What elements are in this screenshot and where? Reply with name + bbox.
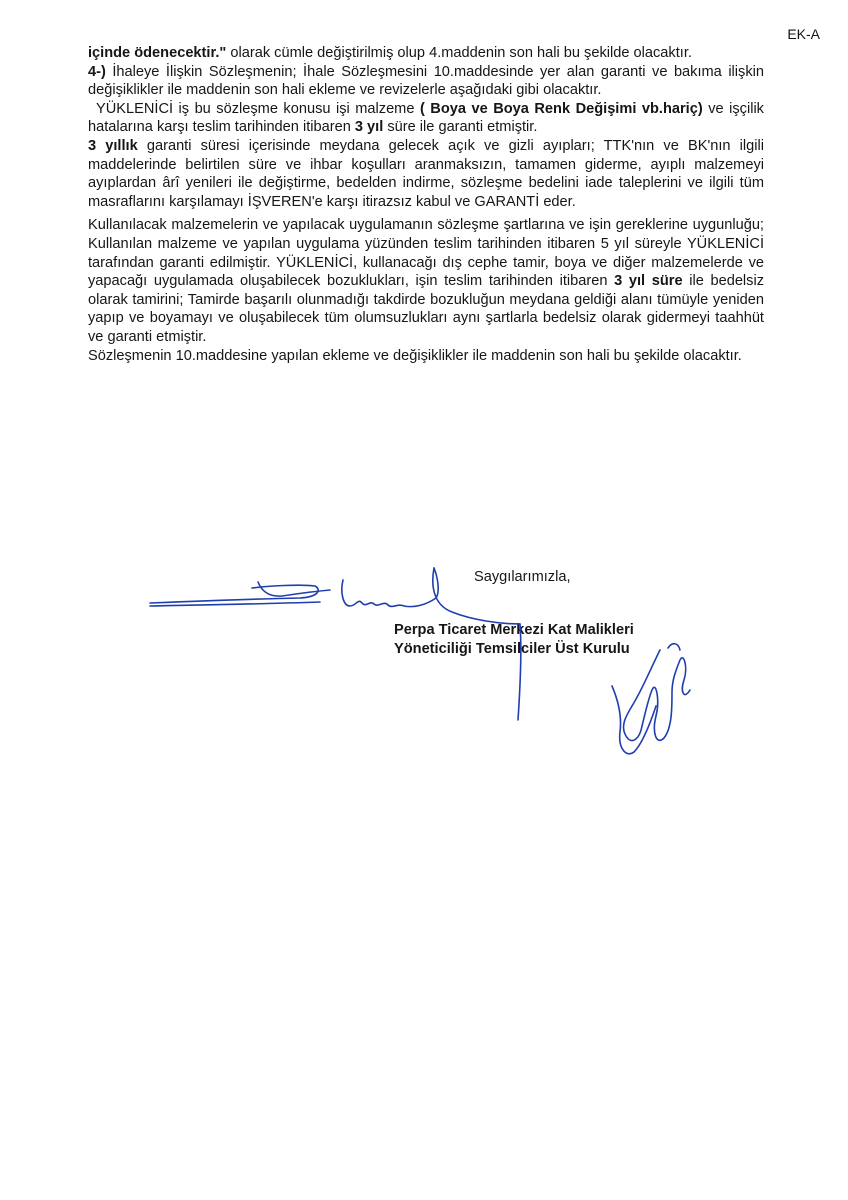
text-run: Sözleşmenin 10.maddesine yapılan ekleme ve değişiklikler ile maddenin son hali bu şekilde olacaktır. — [88, 347, 742, 364]
paragraph-3 — [88, 100, 764, 137]
signature-stroke-right — [612, 686, 656, 754]
annex-label: EK-A — [787, 26, 820, 42]
signature-stroke-right — [624, 650, 690, 741]
document-body — [88, 44, 764, 365]
paragraph-4 — [88, 137, 764, 211]
text-run: Kullanılacak malzemelerin ve yapılacak uygulamanın sözleşme şartlarına ve işin gereklerine uygunluğu; Kullanılan malzeme ve yapılan uygulama yüzünden teslim tarihinden itibaren 5 yıl süreyle YÜKLENİCİ tarafından garanti edilmiştir. YÜKLENİCİ, kullanacağı dış cephe tamir, boya ve diğer malzemelerde ve yapacağı uygulamada oluşabilecek bozuklukları, işin teslim tarihinden itibaren — [88, 217, 764, 290]
bold-run: 3 yıl süre — [614, 273, 683, 290]
signature-stroke-left — [150, 602, 320, 606]
signature-stroke-left — [258, 582, 330, 596]
paragraph-1 — [88, 44, 764, 63]
text-run: olarak cümle değiştirilmiş olup 4.maddenin son hali bu şekilde olacaktır. — [226, 45, 692, 61]
closing-greeting: Saygılarımızla, — [474, 569, 571, 585]
signatory-line-2: Yöneticiliği Temsilciler Üst Kurulu — [394, 641, 630, 657]
bold-run: ( Boya ve Boya Renk Değişimi vb.hariç) — [419, 100, 703, 117]
text-run: İhaleye İlişkin Sözleşmenin; İhale Sözleşmesini 10.maddesinde yer alan garanti ve bakıma ilişkin değişiklikler ile maddenin son hali ekleme ve revizelerle aşağıdaki gibi olacaktır. — [88, 63, 764, 99]
text-run: ve işçilik hatalarına karşı teslim tarihinden itibaren — [88, 100, 764, 136]
signatory-line-1: Perpa Ticaret Merkezi Kat Malikleri — [394, 622, 634, 638]
bold-run: 4-) — [88, 63, 106, 80]
text-run: YÜKLENİCİ iş bu sözleşme konusu işi malzeme — [96, 100, 420, 117]
text-run: ile bedelsiz olarak tamirini; Tamirde başarılı olunmadığı takdirde bozukluğun meydana geldiği alanı tümüyle yeniden yapıp ve boyamayı ve oluşabilecek tüm olumsuzlukları aynı şartlarla bedelsiz olarak gidermeyi taahhüt ve garanti etmiştir. — [88, 273, 765, 345]
paragraph-6 — [88, 347, 764, 366]
text-run: garanti süresi içerisinde meydana gelecek açık ve gizli ayıpları; TTK'nın ve BK'nın ilgili maddelerinde belirtilen süre ve ihbar koşulları aranmaksızın, tamamen giderme, ayıplı malzemeyi ayıplardan ârî yenileri ile değiştirme, bedelden indirme, sözleşme bedelini iade taleplerini ve ilgili tüm masraflarını karşılamayı İŞVEREN'e karşı itirazsız kabul ve GARANTİ eder. — [88, 137, 764, 210]
text-run: süre ile garanti etmiştir. — [383, 119, 538, 136]
signature-stroke-right — [668, 644, 680, 650]
bold-run: içinde ödenecektir." — [88, 45, 227, 61]
signature-stroke-left — [150, 585, 318, 603]
paragraph-5 — [88, 216, 764, 346]
signature-stroke-middle — [342, 568, 438, 607]
signatory-block — [394, 621, 634, 659]
bold-run: 3 yıl — [354, 119, 384, 136]
bold-run: 3 yıllık — [88, 137, 138, 154]
paragraph-2 — [88, 63, 764, 100]
